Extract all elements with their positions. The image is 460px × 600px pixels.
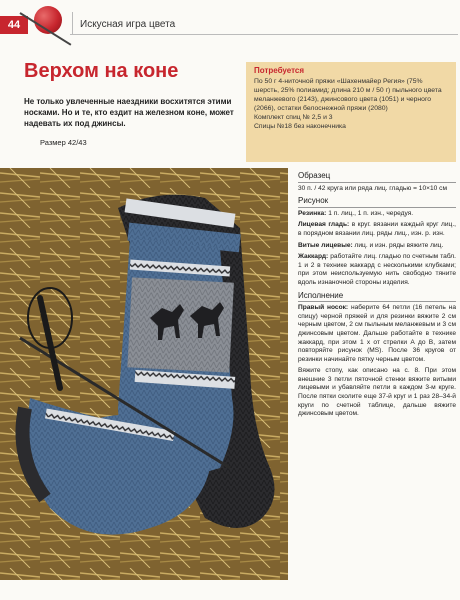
rib-text: 1 п. лиц., 1 п. изн., чередуя.: [328, 209, 414, 217]
section-title: Искусная игра цвета: [80, 19, 176, 30]
stockinette-label: Лицевая гладь:: [298, 221, 350, 229]
stockinette-paragraph: [298, 221, 456, 238]
article-lead: Не только увлеченные наездники восхитятся этими носками. Но и те, кто ездит на железном коне, может надевать их под джинсы.: [24, 97, 234, 128]
page-number: 44: [0, 16, 28, 34]
socks-photo: [0, 168, 288, 580]
right-sock-label: Правый носок:: [298, 304, 349, 312]
stockinette-text: в круг. вязании каждый круг лиц., в порядном вязании лиц. ряды лиц., изн. р. изн.: [298, 221, 456, 237]
materials-box: [246, 62, 456, 162]
twisted-label: Витые лицевые:: [298, 241, 353, 249]
jacquard-paragraph: [298, 253, 456, 287]
socks-illustration: [0, 168, 288, 580]
right-sock-text: наберите 64 петли (16 петель на спицу) черной пряжей и для резинки вяжите 2 см черным цветом, 2 см пыльным меланжевым и 3 см джинсовым цветом. Дальше работайте в технике жаккард, при этом 1 х от стрелки А до В, затем повторяйте рисунок (MS). После 36 кругов от резинки начинайте пятку черным цветом.: [298, 304, 456, 363]
right-sock-paragraph: [298, 304, 456, 364]
size-info: Размер 42/43: [40, 138, 87, 147]
heel-paragraph: Вяжите стопу, как описано на с. 8. При этом внешние 3 петли пяточной стенки вяжите витыми лицевыми и убавляйте петли в каждом 3-м круге. После пятки сколите еще 37-й круг и 1 раз 28–34-й круги по счетной таблице, дальше вяжите джинсовым цветом.: [298, 367, 456, 418]
materials-text: По 50 г 4-ниточной пряжи «Шахенмайер Регия» (75% шерсть, 25% полиамид; длина 210 м / 50 г) пыльного цвета меланжевого (2143), джинсового цвета (1051) и черного (2066), остатки белоснежной пряжи (2080): [254, 78, 442, 112]
header-divider: [72, 12, 73, 34]
gauge-title: Образец: [298, 172, 456, 183]
article-title: Верхом на коне: [24, 60, 179, 82]
twisted-text: лиц. и изн. ряды вяжите лиц.: [354, 241, 444, 249]
header-rule: [70, 34, 458, 35]
gauge-text: 30 п. / 42 круга или ряда лиц. гладью = 10×10 см: [298, 184, 447, 192]
jacquard-text: работайте лиц. гладью по счетным табл. 1 и 2 в технике жаккард с несколькими клубками; при этом неиспользуемую нить свободно тяните вдоль изнаночной стороны изделия.: [298, 253, 456, 286]
instructions-column: [298, 168, 456, 422]
materials-title: Потребуется: [254, 66, 305, 75]
rib-label: Резинка:: [298, 209, 327, 217]
needles-set: Комплект спиц № 2,5 и 3: [254, 114, 333, 121]
execution-title: Исполнение: [298, 292, 456, 303]
page-header: [0, 0, 460, 44]
twisted-paragraph: [298, 242, 456, 251]
needles-extra: Спицы №18 без наконечника: [254, 123, 346, 130]
pattern-title: Рисунок: [298, 197, 456, 208]
rib-paragraph: [298, 210, 456, 219]
jacquard-label: Жаккард:: [298, 253, 329, 261]
